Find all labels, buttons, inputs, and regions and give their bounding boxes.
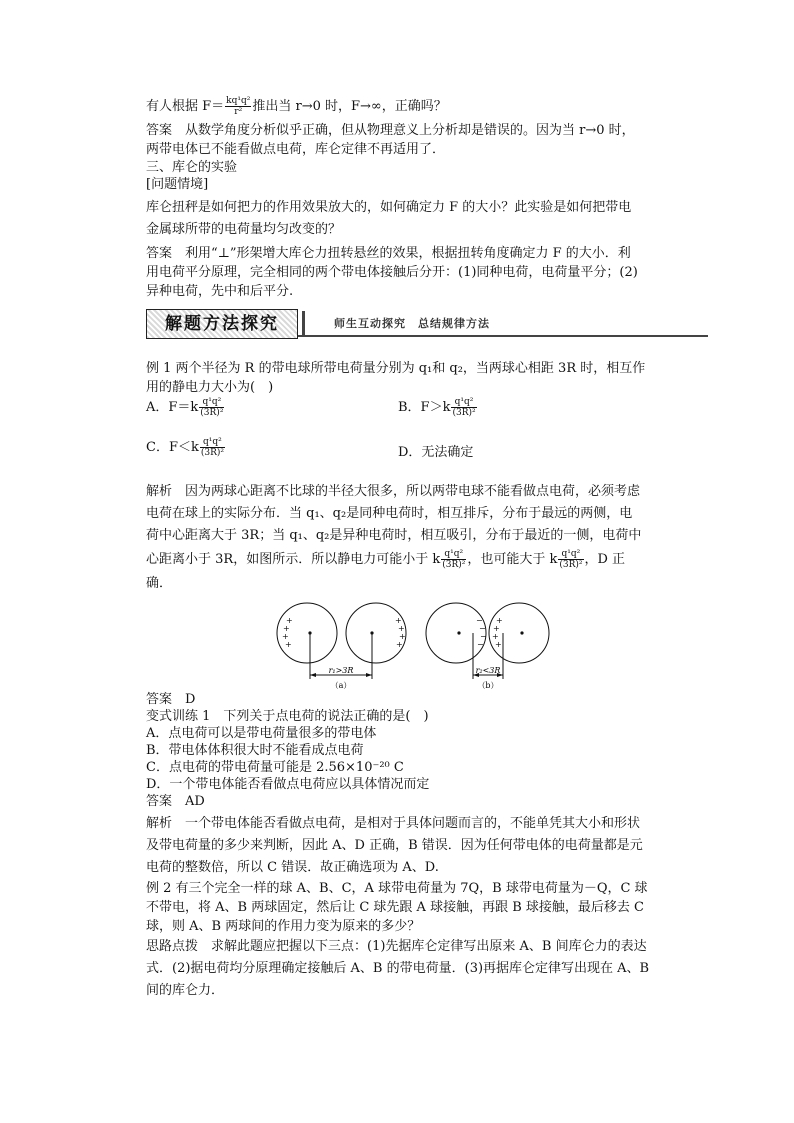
- answer-line: 两带电体已不能看做点电荷，库仑定律不再适用了．: [146, 142, 446, 157]
- fraction-numerator: kq¹q²: [226, 96, 251, 106]
- fraction-numerator: q¹q²: [199, 397, 224, 408]
- option-a-label: A．F＝k: [146, 400, 199, 415]
- situation-text: 库仑扭秤是如何把力的作用效果放大的，如何确定力 F 的大小？此实验是如何把带电: [146, 200, 632, 215]
- variant-option-d: D．一个带电体能否看做点电荷应以具体情况而定: [146, 777, 430, 792]
- fraction-denominator: (3R)²: [452, 408, 476, 418]
- fraction-denominator: (3R)²: [442, 560, 466, 570]
- option-a: [146, 397, 225, 418]
- fraction-denominator: (3R)²: [200, 408, 224, 418]
- situation-answer: 异种电荷，先中和后平分.: [146, 284, 294, 299]
- analysis-text-part: ，D 正: [584, 552, 626, 567]
- svg-text:+: +: [496, 616, 503, 625]
- figure-caption-b: （b）: [477, 681, 499, 689]
- analysis-text: 荷中心距离大于 3R；当 q₁、q₂是异种电荷时，相互吸引，分布于最近的一侧，电荷中: [146, 528, 642, 543]
- svg-text:+: +: [493, 624, 500, 633]
- svg-text:−: −: [480, 632, 487, 641]
- fraction-denominator: (3R)²: [200, 448, 224, 458]
- problem-situation-label: [问题情境]: [146, 177, 209, 192]
- variant-title: 变式训练 1 下列关于点电荷的说法正确的是( ): [146, 709, 429, 724]
- svg-text:+: +: [283, 624, 290, 633]
- example-text: 例 2 有三个完全一样的球 A、B、C，A 球带电荷量为 7Q，B 球带电荷量为－Q，C 球: [146, 881, 648, 896]
- example-text: 例 1 两个半径为 R 的带电球所带电荷量分别为 q₁和 q₂，当两球心相距 3R 时，相互作: [146, 361, 646, 376]
- question-suffix: 推出当 r→0 时，F→∞，正确吗？: [252, 99, 447, 114]
- answer-line: 答案 从数学角度分析似乎正确，但从物理意义上分析却是错误的。因为当 r→0 时，: [146, 123, 635, 138]
- example-text: 不带电，将 A、B 两球固定，然后让 C 球先跟 A 球接触，再跟 B 球接触，最后移去 C: [146, 900, 644, 915]
- variant-option-a: A．点电荷可以是带电荷量很多的带电体: [146, 726, 377, 741]
- svg-text:+: +: [282, 632, 289, 641]
- situation-answer: 答案 利用“⊥”形架增大库仑力扭转悬丝的效果，根据扭转角度确定力 F 的大小．利: [146, 246, 631, 261]
- banner-subtitle: 师生互动探究 总结规律方法: [334, 317, 490, 330]
- question-prefix: 有人根据 F＝: [146, 99, 225, 114]
- hint-text: 式．(2)据电荷均分原理确定接触后 A、B 的带电荷量．(3)再据库仑定律写出现在 A、B: [146, 961, 650, 976]
- figure-caption-a: （a）: [330, 681, 352, 689]
- answer-line: 答案 D: [146, 692, 196, 707]
- example-options: [146, 397, 678, 481]
- analysis-text: 电荷的整数倍，所以 C 错误．故正确选项为 A、D.: [146, 860, 439, 875]
- analysis-text: 解析 一个带电体能否看做点电荷，是相对于具体问题而言的，不能单凭其大小和形状: [146, 816, 641, 831]
- svg-text:−: −: [476, 616, 483, 625]
- svg-text:+: +: [285, 640, 292, 649]
- analysis-text-part: ，也可能大于 k: [467, 552, 558, 567]
- example-text: 用的静电力大小为( ): [146, 380, 274, 395]
- analysis-text: 确．: [146, 576, 173, 591]
- option-d: [398, 443, 473, 462]
- svg-text:+: +: [399, 632, 406, 641]
- formula-fraction: [225, 96, 251, 117]
- fraction-numerator: q¹q²: [451, 397, 476, 408]
- svg-text:+: +: [495, 640, 502, 649]
- figure-label-a: r₁>3R: [328, 666, 354, 675]
- figure-svg: [146, 601, 678, 689]
- analysis-text: [146, 547, 678, 573]
- svg-text:+: +: [396, 640, 403, 649]
- analysis-text: 电荷在球上的实际分布．当 q₁、q₂是同种电荷时，相互排斥，分布于最远的两侧，电: [146, 506, 633, 521]
- fraction-numerator: q¹q²: [558, 549, 583, 560]
- fraction-numerator: q¹q²: [200, 437, 225, 448]
- option-c: [146, 437, 226, 458]
- analysis-text: 解析 因为两球心距离不比球的半径大很多，所以两带电球不能看做点电荷，必须考虑: [146, 484, 641, 499]
- charge-distribution-figure: [146, 601, 678, 689]
- answer-line: 答案 AD: [146, 794, 205, 809]
- option-d-label: D．无法确定: [398, 445, 474, 460]
- formula-fraction: [441, 549, 466, 570]
- option-b-label: B．F＞k: [398, 400, 451, 415]
- fraction-denominator: r²: [234, 107, 243, 117]
- variant-option-c: C．点电荷的带电荷量可能是 2.56×10⁻²⁰ C: [146, 760, 404, 775]
- situation-answer: 用电荷平分原理，完全相同的两个带电体接触后分开：(1)同种电荷，电荷量平分；(2): [146, 265, 638, 280]
- hint-text: 思路点拨 求解此题应把握以下三点：(1)先据库仑定律写出原来 A、B 间库仑力的表达: [146, 939, 647, 954]
- svg-text:+: +: [492, 632, 499, 641]
- formula-fraction: [451, 397, 476, 418]
- svg-text:+: +: [395, 616, 402, 625]
- fraction-numerator: q¹q²: [441, 549, 466, 560]
- sphere-b-left: [426, 603, 486, 663]
- figure-label-b: r₂<3R: [475, 666, 501, 675]
- svg-text:−: −: [477, 640, 484, 649]
- situation-text: 金属球所带的电荷量均匀改变的？: [146, 222, 342, 237]
- banner-divider: [302, 311, 305, 335]
- banner-title: 解题方法探究: [165, 313, 279, 334]
- svg-text:+: +: [286, 616, 293, 625]
- formula-fraction: [200, 437, 225, 458]
- example-text: 球，则 A、B 两球间的作用力变为原来的多少？: [146, 919, 421, 934]
- banner-rule: [298, 335, 708, 337]
- section-banner: [146, 309, 678, 339]
- section-title: 三、库仑的实验: [146, 160, 238, 175]
- svg-text:−: −: [479, 624, 486, 633]
- banner-title-box: [146, 309, 298, 339]
- analysis-text: 及带电荷量的多少来判断，因此 A、D 正确，B 错误．因为任何带电体的电荷量都是元: [146, 838, 643, 853]
- fraction-denominator: (3R)²: [559, 560, 583, 570]
- question-line: [146, 96, 678, 117]
- hint-text: 间的库仑力．: [146, 983, 225, 998]
- formula-fraction: [199, 397, 224, 418]
- variant-option-b: B．带电体体积很大时不能看成点电荷: [146, 743, 364, 758]
- document-page: [146, 96, 678, 1002]
- analysis-text-part: 心距离小于 3R，如图所示．所以静电力可能小于 k: [146, 552, 441, 567]
- svg-text:+: +: [398, 624, 405, 633]
- option-b: [398, 397, 478, 418]
- formula-fraction: [558, 549, 583, 570]
- option-c-label: C．F＜k: [146, 440, 199, 455]
- sphere-a-right: [346, 603, 406, 663]
